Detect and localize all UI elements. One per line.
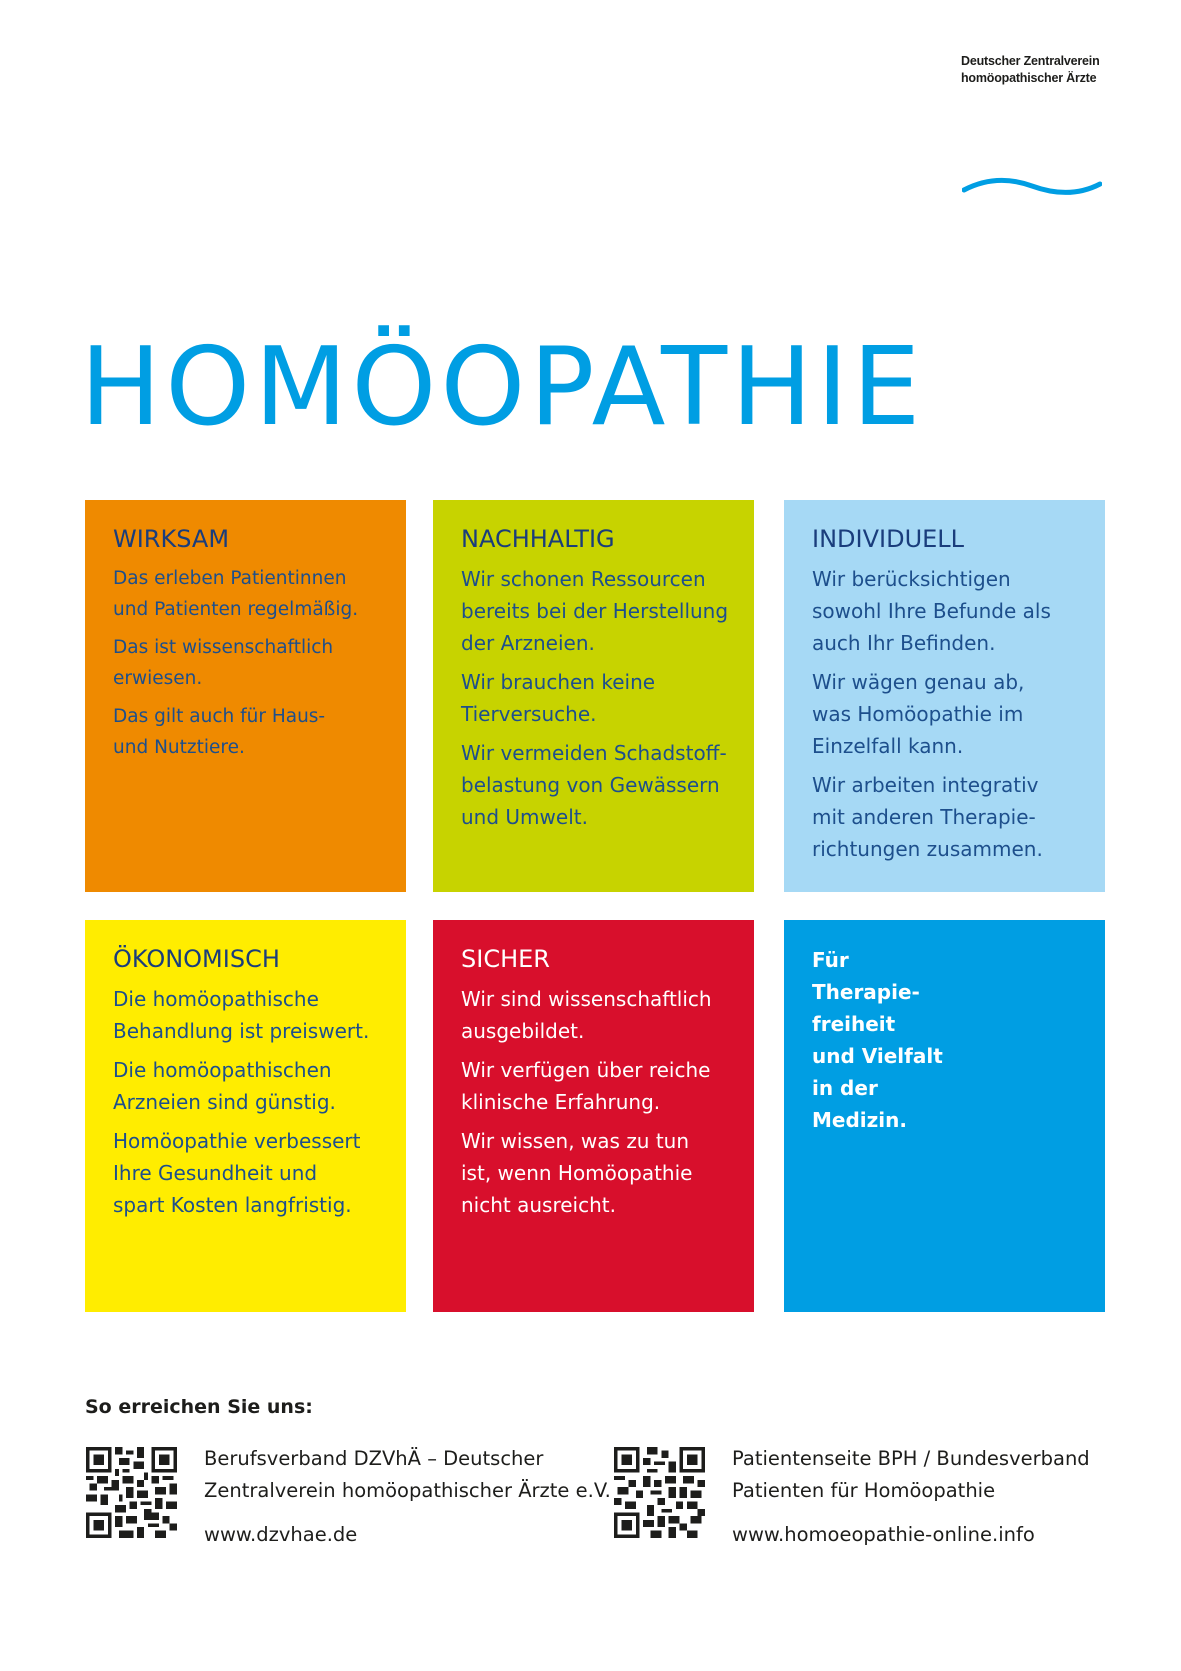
org-name-line2: homöopathischer Ärzte xyxy=(961,71,1097,85)
feature-box-nachhaltig xyxy=(433,500,754,892)
feature-text: Die homöopathische Behandlung ist preiswert. xyxy=(113,987,370,1043)
qr-code-icon xyxy=(86,1447,177,1538)
feature-text: Wir sind wissenschaftlich ausgebildet. xyxy=(461,987,712,1043)
feature-text: Wir berücksichtigen sowohl Ihre Befunde als auch Ihr Befinden. xyxy=(812,567,1051,655)
slogan-box xyxy=(784,920,1105,1312)
feature-text: Homöopathie verbessert Ihre Gesundheit und spart Kosten langfristig. xyxy=(113,1129,361,1217)
feature-text: Wir vermeiden Schadstoff- belastung von Gewässern und Umwelt. xyxy=(461,741,727,829)
contact-bph xyxy=(732,1443,1090,1551)
page-title: HOMÖOPATHIE xyxy=(80,325,925,450)
feature-text: Wir arbeiten integrativ mit anderen Therapie- richtungen zusammen. xyxy=(812,773,1043,861)
feature-heading: SICHER xyxy=(461,945,550,973)
feature-text: Wir verfügen über reiche klinische Erfahrung. xyxy=(461,1058,711,1114)
feature-text: Wir wägen genau ab, was Homöopathie im Einzelfall kann. xyxy=(812,670,1025,758)
qr-code-icon xyxy=(614,1447,705,1538)
feature-box-individuell xyxy=(784,500,1105,892)
wave-logo-icon xyxy=(962,172,1102,202)
contact-heading: So erreichen Sie uns: xyxy=(85,1396,313,1418)
contact-dzvhae xyxy=(204,1443,611,1551)
feature-text: Wir schonen Ressourcen bereits bei der Herstellung der Arzneien. xyxy=(461,567,729,655)
feature-text: Wir wissen, was zu tun ist, wenn Homöopathie nicht ausreicht. xyxy=(461,1129,693,1217)
feature-text: Das ist wissenschaftlich erwiesen. xyxy=(113,637,334,689)
slogan-text: Für Therapie- freiheit und Vielfalt in der Medizin. xyxy=(812,948,943,1132)
feature-text: Die homöopathischen Arzneien sind günstig. xyxy=(113,1058,336,1114)
contact-url[interactable]: www.dzvhae.de xyxy=(204,1523,358,1546)
contact-url[interactable]: www.homoeopathie-online.info xyxy=(732,1523,1035,1546)
feature-heading: ÖKONOMISCH xyxy=(113,945,280,973)
contact-name: Berufsverband DZVhÄ – Deutscher Zentralverein homöopathischer Ärzte e.V. xyxy=(204,1447,611,1502)
feature-box-oekonomisch xyxy=(85,920,406,1312)
feature-text: Wir brauchen keine Tierversuche. xyxy=(461,670,656,726)
contact-name: Patientenseite BPH / Bundesverband Patienten für Homöopathie xyxy=(732,1447,1090,1502)
feature-box-sicher xyxy=(433,920,754,1312)
feature-heading: WIRKSAM xyxy=(113,525,230,553)
feature-text: Das erleben Patientinnen und Patienten regelmäßig. xyxy=(113,568,359,620)
org-name-line1: Deutscher Zentralverein xyxy=(961,54,1100,68)
feature-heading: NACHHALTIG xyxy=(461,525,615,553)
feature-text: Das gilt auch für Haus- und Nutztiere. xyxy=(113,706,326,758)
feature-box-wirksam xyxy=(85,500,406,892)
feature-heading: INDIVIDUELL xyxy=(812,525,965,553)
org-name xyxy=(961,53,1100,87)
